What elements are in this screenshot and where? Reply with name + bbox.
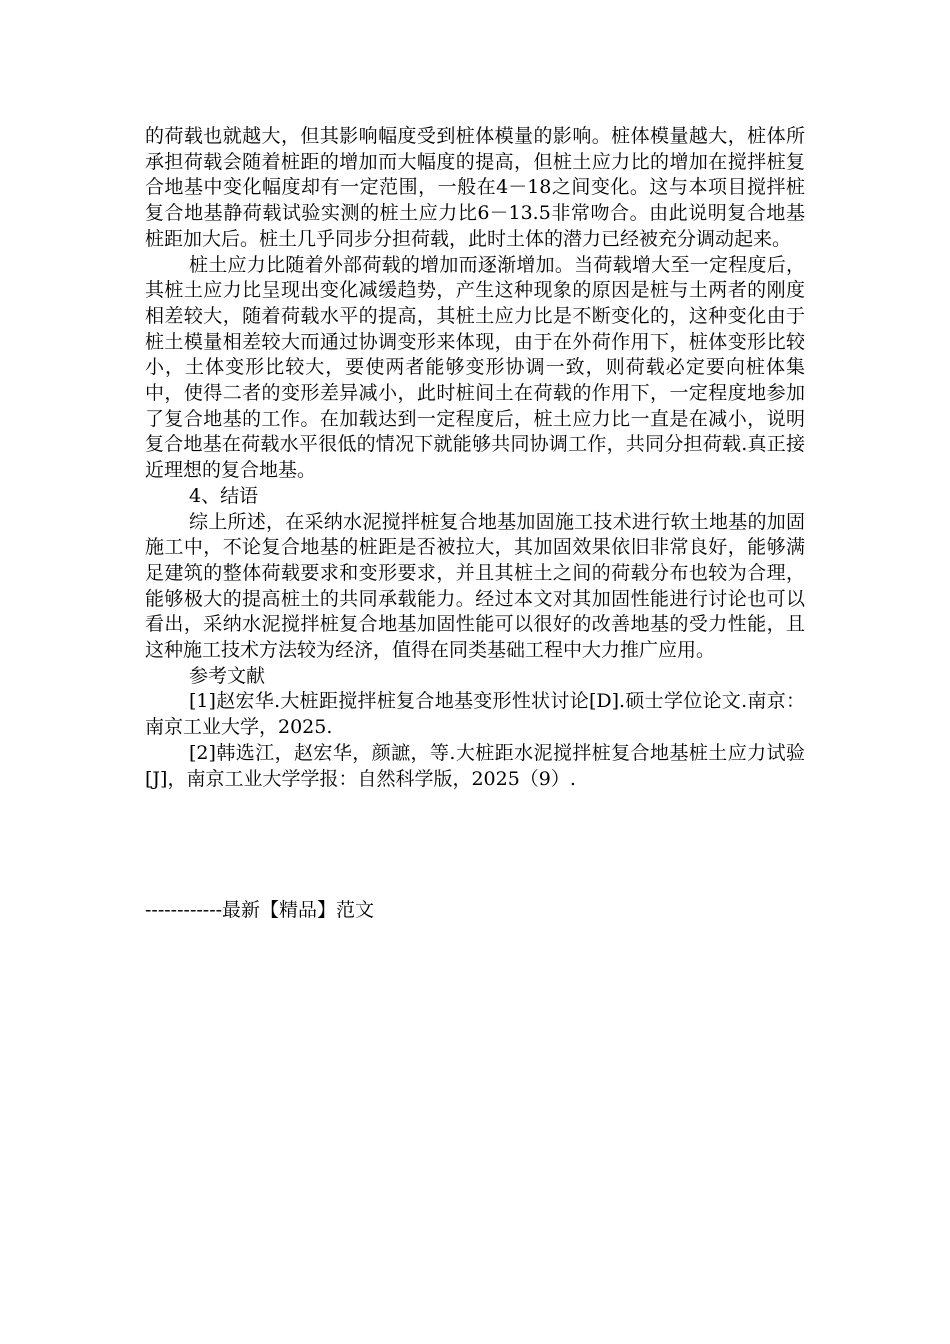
paragraph-stress-ratio: 桩土应力比随着外部荷载的增加而逐渐增加。当荷载增大至一定程度后，其桩土应力比呈现出变化减缓趋势，产生这种现象的原因是桩与土两者的刚度相差较大，随着荷载水平的提高，其桩土应力比是不断变化的，这种变化由于桩土模量相差较大而通过协调变形来体现，由于在外荷作用下，桩体变形比较小，土体变形比较大，要使两者能够变形协调一致，则荷载必定要向桩体集中，使得二者的变形差异减小，此时桩间土在荷载的作用下，一定程度地参加了复合地基的工作。在加载达到一定程度后，桩土应力比一直是在减小，说明复合地基在荷载水平很低的情况下就能够共同协调工作，共同分担荷载.真正接近理想的复合地基。 xyxy=(145,253,805,482)
references-heading: 参考文献 xyxy=(189,664,266,687)
reference-item-2: [2]韩选江，赵宏华，颜謶，等.大桩距水泥搅拌桩复合地基桩土应力试验[J]，南京工业大学学报：自然科学版，2025（9）. xyxy=(145,741,805,790)
paragraph-conclusion: 综上所述，在采纳水泥搅拌桩复合地基加固施工技术进行软土地基的加固施工中，不论复合地基的桩距是否被拉大，其加固效果依旧非常良好，能够满足建筑的整体荷载要求和变形要求，并且其桩土之间的荷载分布也较为合理，能够极大的提高桩土的共同承载能力。经过本文对其加固性能进行讨论也可以看出，采纳水泥搅拌桩复合地基加固性能可以很好的改善地基的受力性能，且这种施工技术方法较为经济，值得在同类基础工程中大力推广应用。 xyxy=(145,510,805,662)
reference-item-1: [1]赵宏华.大桩距搅拌桩复合地基变形性状讨论[D].硕士学位论文.南京：南京工业大学，2025. xyxy=(145,690,805,739)
section-heading-conclusion: 4、结语 xyxy=(189,484,259,507)
paragraph-pile-modulus: 的荷载也就越大，但其影响幅度受到桩体模量的影响。桩体模量越大，桩体所承担荷载会随着桩距的增加而大幅度的提高，但桩土应力比的增加在搅拌桩复合地基中变化幅度却有一定范围，一般在4－18之间变化。这与本项目搅拌桩复合地基静荷载试验实测的桩土应力比6－13.5非常吻合。由此说明复合地基桩距加大后。桩土几乎同步分担荷载，此时土体的潜力已经被充分调动起来。 xyxy=(145,125,805,250)
document-body xyxy=(145,124,805,792)
footer-tagline: ------------最新【精品】范文 xyxy=(145,899,375,921)
